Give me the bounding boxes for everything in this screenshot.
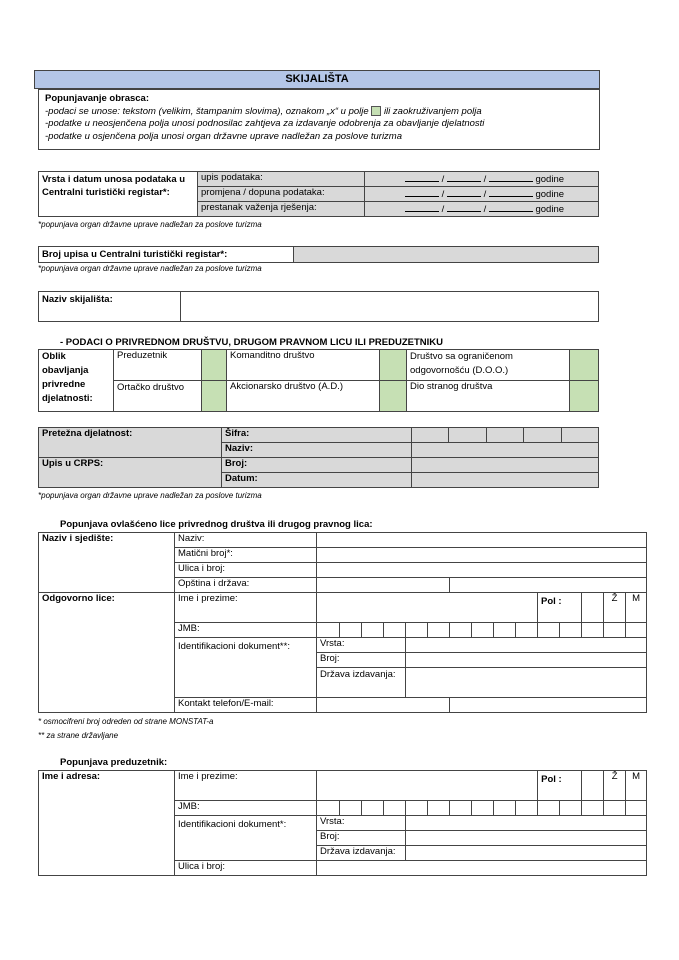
auth-ulica-field[interactable] xyxy=(317,563,647,578)
activity-note: *popunjava organ državne uprave nadležan za poslove turizma xyxy=(38,491,262,500)
ent-drzava-label: Država izdavanja: xyxy=(317,846,406,861)
company-heading: - PODACI O PRIVREDNOM DRUŠTVU, DRUGOM PRAVNOM LICU ILI PREDUZETNIKU xyxy=(60,337,443,348)
auth-maticni-label: Matični broj*: xyxy=(175,548,317,563)
auth-vrsta-field[interactable] xyxy=(406,638,647,653)
crps-label: Upis u CRPS: xyxy=(39,458,222,488)
jmb-digit[interactable] xyxy=(604,623,626,638)
ent-pol-z[interactable]: Ž xyxy=(604,771,626,801)
naziv-label: Naziv skijališta: xyxy=(39,292,181,322)
instructions-line1-text: -podaci se unose: tekstom (velikim, štampanim slovima), oznakom „x“ u polje xyxy=(45,105,369,117)
jmb-digit[interactable] xyxy=(516,801,538,816)
auth-vrsta-label: Vrsta: xyxy=(317,638,406,653)
jmb-digit[interactable] xyxy=(406,623,428,638)
registry-label: Vrsta i datum unosa podataka u Centralni turistički registar*: xyxy=(39,172,198,217)
ent-vrsta-field[interactable] xyxy=(406,816,647,831)
jmb-digit[interactable] xyxy=(317,623,340,638)
option-stranog-checkbox[interactable] xyxy=(570,381,599,412)
jmb-digit[interactable] xyxy=(428,801,450,816)
ent-dokument-label: Identifikacioni dokument*: xyxy=(175,816,317,861)
broj-upisa-note: *popunjava organ državne uprave nadležan za poslove turizma xyxy=(38,264,262,273)
auth-drzava-izdavanja-field[interactable] xyxy=(406,668,647,698)
jmb-digit[interactable] xyxy=(582,801,604,816)
registry-date-prestanak[interactable]: / / godine xyxy=(365,202,599,217)
jmb-digit[interactable] xyxy=(384,801,406,816)
auth-jmb-label: JMB: xyxy=(175,623,317,638)
option-komanditno-checkbox[interactable] xyxy=(380,350,407,381)
authorized-note1: * osmocifreni broj odreden od strane MONSTAT-a xyxy=(38,717,214,726)
auth-kontakt-label: Kontakt telefon/E-mail: xyxy=(175,698,317,713)
auth-pol-label: Pol : xyxy=(538,593,582,623)
company-type-label: Oblik obavljanja privredne djelatnosti: xyxy=(39,350,114,412)
broj-upisa-field[interactable] xyxy=(294,247,599,263)
jmb-digit[interactable] xyxy=(428,623,450,638)
instructions-heading: Popunjavanje obrasca: xyxy=(45,93,150,104)
registry-row-prestanak: prestanak važenja rješenja: xyxy=(198,202,365,217)
auth-pol-m[interactable]: M xyxy=(626,593,647,623)
registry-date-upis[interactable]: / / godine xyxy=(365,172,599,187)
naziv-table xyxy=(38,291,599,322)
auth-broj-label: Broj: xyxy=(317,653,406,668)
sifra-digit[interactable] xyxy=(524,428,562,443)
page-title: SKIJALIŠTA xyxy=(34,70,600,89)
sifra-digit[interactable] xyxy=(449,428,487,443)
ent-pol-m[interactable]: M xyxy=(626,771,647,801)
checkbox-example-icon xyxy=(371,106,381,116)
jmb-digit[interactable] xyxy=(384,623,406,638)
ent-jmb-label: JMB: xyxy=(175,801,317,816)
option-akcionarsko-label: Akcionarsko društvo (A.D.) xyxy=(227,381,380,412)
pretezna-label: Pretežna djelatnost: xyxy=(39,428,222,458)
auth-email-field[interactable] xyxy=(450,698,647,713)
jmb-digit[interactable] xyxy=(317,801,340,816)
option-doo-checkbox[interactable] xyxy=(570,350,599,381)
auth-naziv-label: Naziv: xyxy=(175,533,317,548)
jmb-digit[interactable] xyxy=(560,801,582,816)
instructions-line1-text2: ili zaokruživanjem polja xyxy=(383,105,482,117)
instructions-line2: -podatke u neosjenčena polja unosi podnosilac zahtjeva za izdavanje odobrenja za obavljanje djelatnosti xyxy=(45,118,485,129)
option-ortacko-checkbox[interactable] xyxy=(202,381,227,412)
auth-drzava-label: Država izdavanja: xyxy=(317,668,406,698)
instructions-line3: -podatke u osjenčena polja unosi organ državne uprave nadležan za poslove turizma xyxy=(45,130,403,142)
auth-ime-label: Ime i prezime: xyxy=(175,593,317,623)
ent-broj-label: Broj: xyxy=(317,831,406,846)
jmb-digit[interactable] xyxy=(450,623,472,638)
registry-table xyxy=(38,171,599,217)
registry-note: *popunjava organ državne uprave nadležan za poslove turizma xyxy=(38,220,262,229)
jmb-digit[interactable] xyxy=(494,623,516,638)
crps-broj-label: Broj: xyxy=(222,458,412,473)
sjediste-label: Naziv i sjedište: xyxy=(39,533,175,593)
naziv-input[interactable] xyxy=(181,292,599,322)
jmb-digit[interactable] xyxy=(340,623,362,638)
entrepreneur-heading: Popunjava preduzetnik: xyxy=(60,757,168,768)
registry-row-promjena: promjena / dopuna podataka: xyxy=(198,187,365,202)
option-preduzetnik-checkbox[interactable] xyxy=(202,350,227,381)
auth-drzava-field[interactable] xyxy=(450,578,647,593)
jmb-digit[interactable] xyxy=(516,623,538,638)
jmb-digit[interactable] xyxy=(538,623,560,638)
registry-date-promjena[interactable]: / / godine xyxy=(365,187,599,202)
option-akcionarsko-checkbox[interactable] xyxy=(380,381,407,412)
ent-pol-empty xyxy=(582,771,604,801)
ent-vrsta-label: Vrsta: xyxy=(317,816,406,831)
auth-ulica-label: Ulica i broj: xyxy=(175,563,317,578)
broj-upisa-label: Broj upisa u Centralni turistički registar*: xyxy=(39,247,294,263)
auth-ime-field[interactable] xyxy=(317,593,538,623)
ent-pol-label: Pol : xyxy=(538,771,582,801)
jmb-digit[interactable] xyxy=(538,801,560,816)
ent-ulica-field[interactable] xyxy=(317,861,647,876)
auth-naziv-field[interactable] xyxy=(317,533,647,548)
sifra-label: Šifra: xyxy=(222,428,412,443)
jmb-digit[interactable] xyxy=(362,623,384,638)
activity-table xyxy=(38,427,599,488)
authorized-heading: Popunjava ovlašćeno lice privrednog društva ili drugog pravnog lica: xyxy=(60,519,373,530)
instructions-box xyxy=(38,89,600,150)
jmb-digit[interactable] xyxy=(362,801,384,816)
entrepreneur-table xyxy=(38,770,647,876)
sifra-digit[interactable] xyxy=(562,428,599,443)
auth-opstina-field[interactable] xyxy=(317,578,450,593)
jmb-digit[interactable] xyxy=(560,623,582,638)
jmb-digit[interactable] xyxy=(494,801,516,816)
auth-opstina-label: Opština i država: xyxy=(175,578,317,593)
activity-naziv-label: Naziv: xyxy=(222,443,412,458)
option-ortacko-label: Ortačko društvo xyxy=(114,381,202,412)
company-type-table xyxy=(38,349,599,412)
jmb-digit[interactable] xyxy=(406,801,428,816)
authorized-note2: ** za strane državljane xyxy=(38,731,119,740)
option-komanditno-label: Komanditno društvo xyxy=(227,350,380,381)
ent-ulica-label: Ulica i broj: xyxy=(175,861,317,876)
option-stranog-label: Dio stranog društva xyxy=(407,381,570,412)
auth-broj-field[interactable] xyxy=(406,653,647,668)
auth-telefon-field[interactable] xyxy=(317,698,450,713)
ent-drzava-field[interactable] xyxy=(406,846,647,861)
odgovorno-label: Odgovorno lice: xyxy=(39,593,175,713)
ent-broj-field[interactable] xyxy=(406,831,647,846)
option-preduzetnik-label: Preduzetnik xyxy=(114,350,202,381)
instructions-line1 xyxy=(45,106,593,119)
jmb-digit[interactable] xyxy=(582,623,604,638)
auth-maticni-field[interactable] xyxy=(317,548,647,563)
sifra-digit[interactable] xyxy=(487,428,524,443)
option-doo-label: Društvo sa ograničenom odgovornošću (D.O.O.) xyxy=(407,350,570,381)
registry-row-upis: upis podataka: xyxy=(198,172,365,187)
auth-pol-z[interactable]: Ž xyxy=(604,593,626,623)
ent-ime-label: Ime i prezime: xyxy=(175,771,317,801)
broj-upisa-table xyxy=(38,246,599,263)
jmb-digit[interactable] xyxy=(626,801,647,816)
activity-naziv-field[interactable] xyxy=(412,443,599,458)
jmb-digit[interactable] xyxy=(604,801,626,816)
auth-pol-empty xyxy=(582,593,604,623)
adresa-label: Ime i adresa: xyxy=(39,771,175,876)
crps-datum-field[interactable] xyxy=(412,473,599,488)
jmb-digit[interactable] xyxy=(340,801,362,816)
authorized-table xyxy=(38,532,647,713)
jmb-digit[interactable] xyxy=(472,623,494,638)
sifra-digit[interactable] xyxy=(412,428,449,443)
ent-ime-field[interactable] xyxy=(317,771,538,801)
jmb-digit[interactable] xyxy=(626,623,647,638)
jmb-digit[interactable] xyxy=(450,801,472,816)
crps-broj-field[interactable] xyxy=(412,458,599,473)
jmb-digit[interactable] xyxy=(472,801,494,816)
crps-datum-label: Datum: xyxy=(222,473,412,488)
auth-dokument-label: Identifikacioni dokument**: xyxy=(175,638,317,698)
